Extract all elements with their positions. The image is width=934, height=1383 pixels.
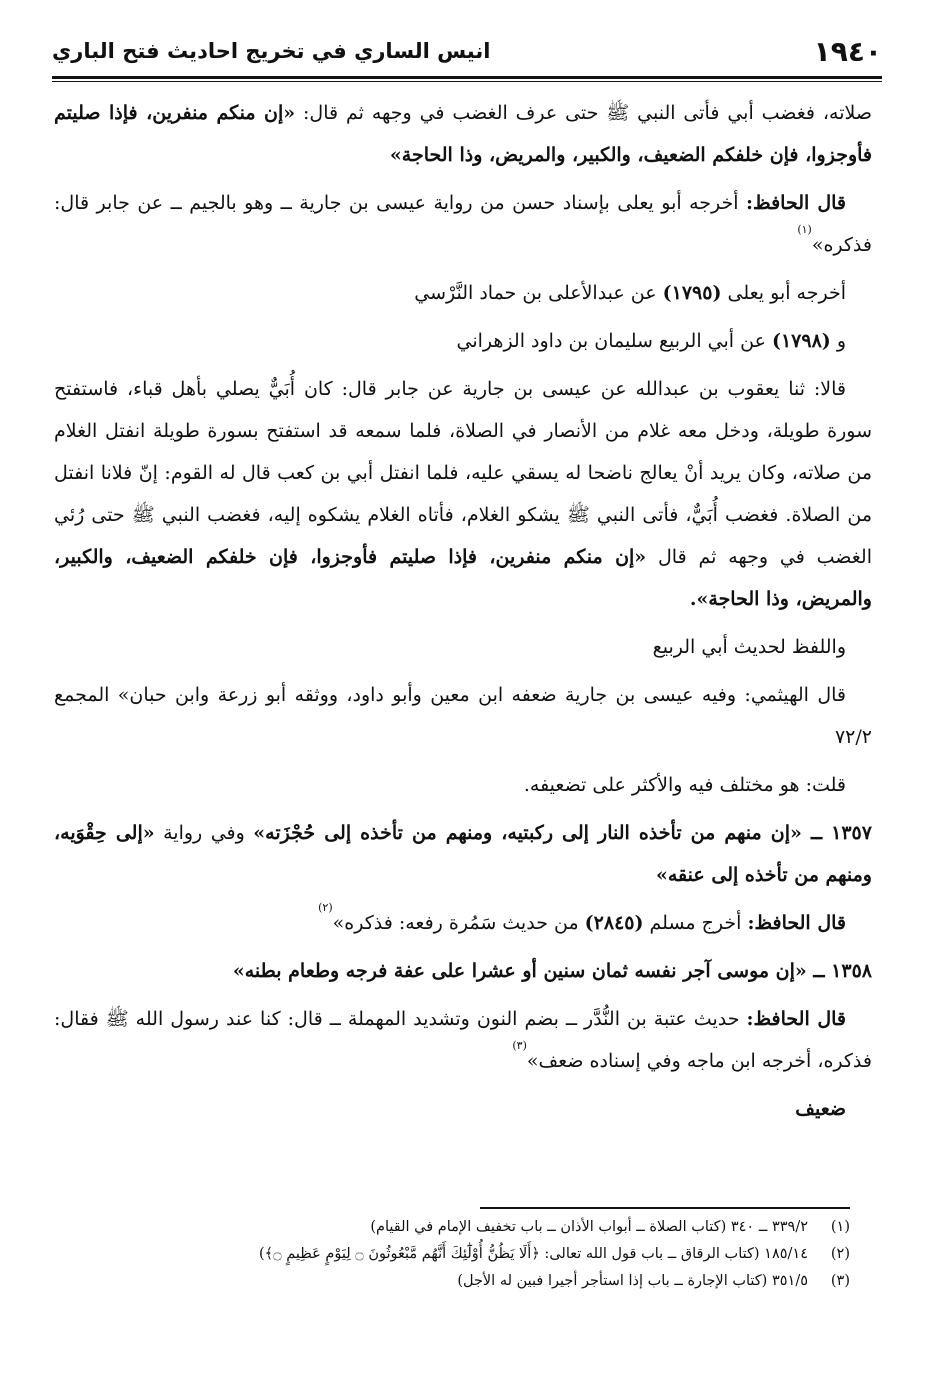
paragraph-text: من حديث سَمُرة رفعه: فذكره» [332,912,585,934]
hadith-quote: «إن موسى آجر نفسه ثمان سنين أو عشرا على عفة فرجه وطعام بطنه» [232,960,807,982]
entry-number: ١٣٥٧ ــ [801,822,872,844]
footnote-separator [480,1207,850,1209]
paragraph [54,998,872,1082]
paragraph-text: قالا: ثنا يعقوب بن عبدالله عن عيسى بن جارية عن جابر قال: كان أُبَيٌّ يصلي بأهل قباء، فاستفتح سورة طويلة، ودخل معه غلام من الأنصار في الصلاة، فلما سمعه قد استفتح بسورة طويلة انفتل الغلام من صلاته، وكان يريد أنْ يعالج ناضحا له يسقي عليه، فلما انفتل أبي بن كعب قال له القوم: إنّ فلانا انفتل من الصلاة. فغضب أُبَيٌّ، فأتى النبي ﷺ يشكو الغلام، فأتاه الغلام يشكوه إليه، فغضب النبي ﷺ حتى رُئي الغضب في وجهه ثم قال [54,378,872,568]
paragraph [54,182,872,266]
grading-label: ضعيف [795,1098,846,1120]
paragraph [54,320,872,362]
paragraph-text: قال الهيثمي: وفيه عيسى بن جارية ضعفه ابن معين وأبو داود، ووثقه أبو زرعة وابن حبان» المجمع ٧٢/٢ [54,684,872,748]
paragraph-text: وفي رواية [154,822,254,844]
speaker-label: قال الحافظ: [747,912,846,934]
speaker-label: قال الحافظ: [746,192,847,214]
book-title: انيس الساري في تخريج احاديث فتح الباري [52,39,491,63]
paragraph [54,272,872,314]
hadith-entry [54,812,872,896]
paragraph-text: أخرجه أبو يعلى [721,282,846,304]
footnote [54,1214,850,1241]
footnote-ref[interactable]: (٣) [512,1039,527,1052]
paragraph [54,368,872,620]
paragraph [54,626,872,668]
hadith-entry [54,950,872,992]
footnote-marker: (١) [830,1219,850,1235]
header-rule-thin [52,81,882,82]
footnote-text: ١٨٥/١٤ (كتاب الرقاق ــ باب قول الله تعالى: ﴿أَلَا يَظُنُّ أُوْلَٰٓئِكَ أَنَّهُم مَّبْعُوثُونَ ۝ لِيَوْمٍ عَظِيمٍ ۝﴾) [258,1246,808,1262]
paragraph [54,902,872,944]
paragraph-text: أخرجه أبو يعلى بإسناد حسن من رواية عيسى بن جارية ــ وهو بالجيم ــ عن جابر قال: فذكره» [54,192,872,256]
speaker-label: قال الحافظ: [746,1008,847,1030]
footnotes [54,1214,850,1295]
hadith-number: (١٧٩٨) [771,330,831,352]
entry-number: ١٣٥٨ ــ [806,960,872,982]
paragraph-text: عن أبي الربيع سليمان بن داود الزهراني [456,330,772,352]
hadith-number: (٢٨٤٥) [584,912,644,934]
footnote-marker: (٢) [830,1246,850,1262]
paragraph-text: عن عبدالأعلى بن حماد النَّرْسي [414,282,663,304]
footnote [54,1268,850,1295]
paragraph-text: و [830,330,846,352]
paragraph-text: قلت: هو مختلف فيه والأكثر على تضعيفه. [523,774,846,796]
footnote-ref[interactable]: (١) [797,223,812,236]
hadith-quote: «إن منكم منفرين، فإذا صليتم فأوجزوا، فإن خلفكم الضعيف، والكبير، والمريض، وذا الحاجة». [54,546,872,610]
hadith-quote: «إلى حِقْوَيه، ومنهم من تأخذه إلى عنقه» [54,822,872,886]
paragraph [54,1088,872,1130]
main-text [54,92,872,1136]
paragraph [54,764,872,806]
paragraph [54,674,872,758]
footnote-ref[interactable]: (٢) [318,901,333,914]
paragraph [54,92,872,176]
running-header [52,26,882,76]
footnote [54,1241,850,1268]
hadith-number: (١٧٩٥) [662,282,722,304]
paragraph-text: صلاته، فغضب أبي فأتى النبي ﷺ حتى عرف الغضب في وجهه ثم قال: [295,102,872,124]
footnote-text: ٣٣٩/٢ ــ ٣٤٠ (كتاب الصلاة ــ أبواب الأذان ــ باب تخفيف الإمام في القيام) [370,1219,808,1235]
footnote-marker: (٣) [830,1273,850,1289]
hadith-quote: «إن منكم منفرين، فإذا صليتم فأوجزوا، فإن خلفكم الضعيف، والكبير، والمريض، وذا الحاجة» [54,102,872,166]
page-number: ١٩٤٠ [813,34,882,68]
hadith-quote: «إن منهم من تأخذه النار إلى ركبتيه، ومنهم من تأخذه إلى حُجْزَته» [253,822,802,844]
footnote-text: ٣٥١/٥ (كتاب الإجارة ــ باب إذا استأجر أجيرا فبين له الأجل) [457,1273,808,1289]
paragraph-text: أخرج مسلم [643,912,748,934]
paragraph-text: واللفظ لحديث أبي الربيع [652,636,846,658]
header-rule-thick [52,76,882,79]
paragraph-text: حديث عتبة بن النُّدَّر ــ بضم النون وتشديد المهملة ــ قال: كنا عند رسول الله ﷺ فقال: فذكره، أخرجه ابن ماجه وفي إسناده ضعف» [54,1008,872,1072]
